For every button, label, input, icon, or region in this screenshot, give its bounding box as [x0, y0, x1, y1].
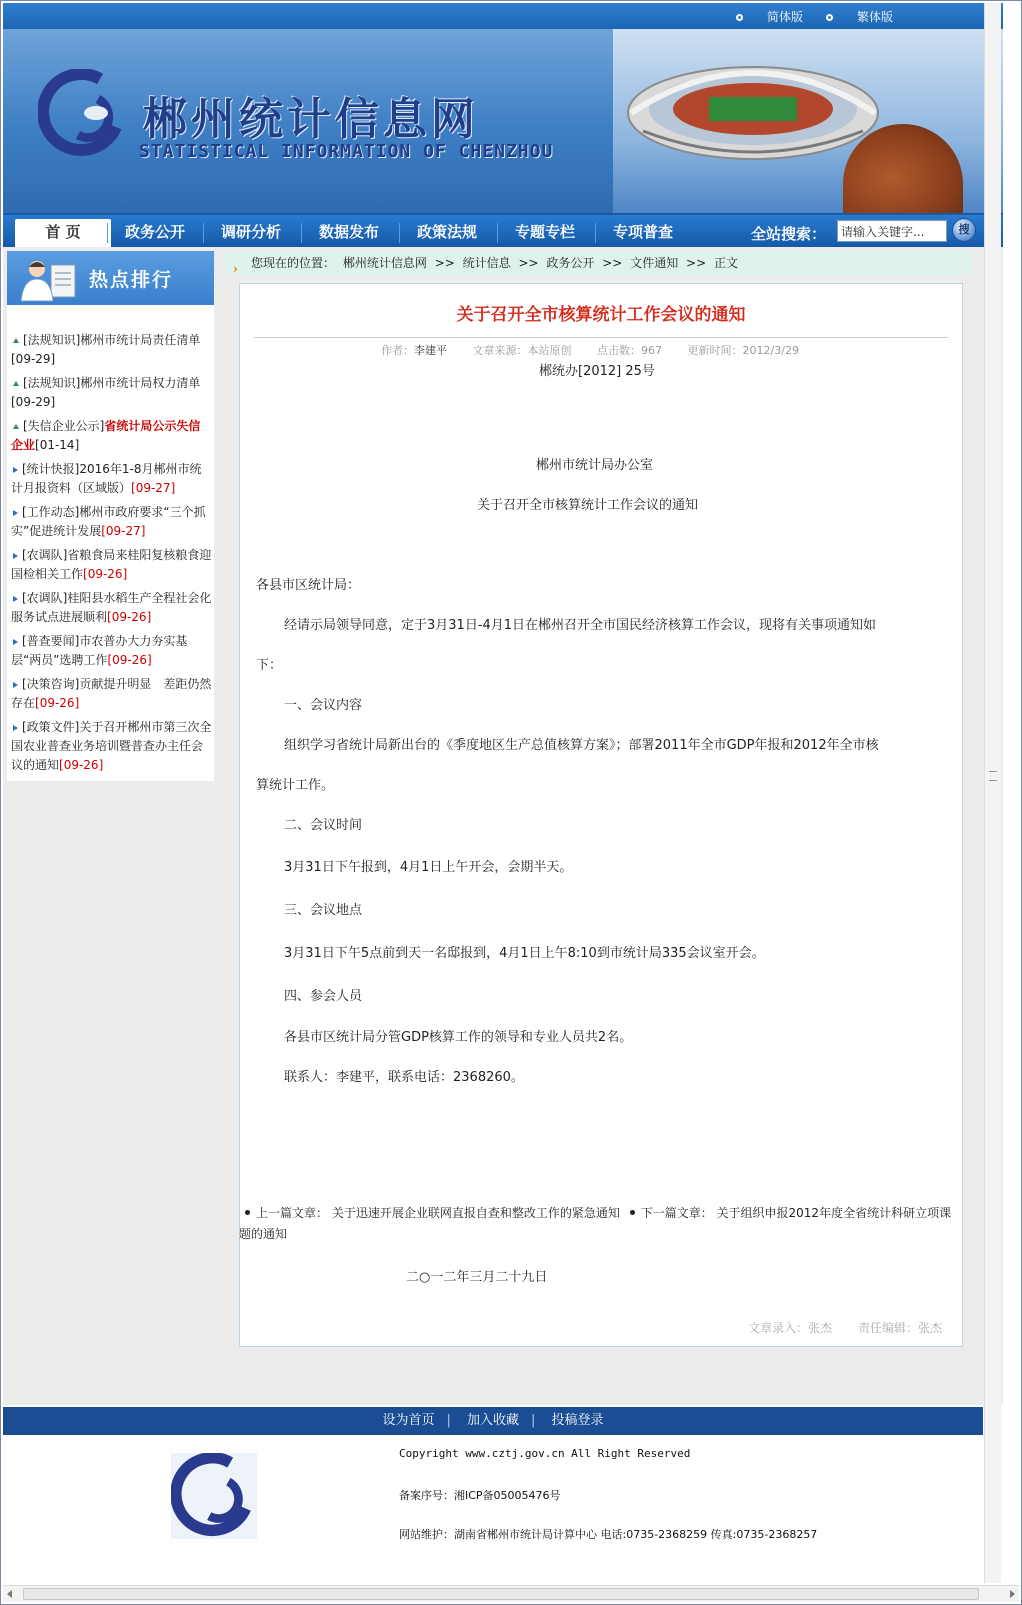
article	[239, 283, 963, 1347]
paragraph: 3月31日下午5点前到天一名邸报到，4月1日上午8:10到市统计局335会议室开会。	[284, 946, 765, 961]
breadcrumb-link[interactable]: 政务公开	[546, 256, 595, 270]
arrow-right-icon	[13, 725, 18, 731]
clicks-value: 967	[641, 344, 663, 357]
breadcrumb-current: 正文	[713, 256, 738, 270]
nav-item-policy[interactable]: 政策法规	[416, 223, 477, 241]
hot-item[interactable]	[9, 675, 212, 713]
footer	[3, 1435, 983, 1583]
section-heading: 三、会议地点	[284, 903, 363, 918]
nav-item-gov-affairs[interactable]: 政务公开	[124, 223, 185, 241]
user-avatar-icon	[17, 255, 79, 303]
arrow-right-icon	[13, 682, 18, 688]
search-button[interactable]: 搜	[952, 218, 976, 242]
next-label: 下一篇文章：	[640, 1206, 713, 1220]
hot-item-date: [09-26]	[83, 567, 128, 581]
article-meta	[254, 337, 948, 358]
prev-next-nav	[239, 1203, 963, 1245]
issuer: 郴州市统计局办公室	[536, 458, 654, 473]
hot-item-date: [09-26]	[35, 696, 80, 710]
hot-ranking-header	[7, 251, 214, 305]
section-heading: 二、会议时间	[284, 818, 363, 833]
traditional-link[interactable]	[826, 8, 893, 25]
main-area	[3, 247, 1003, 1405]
hot-item[interactable]	[9, 331, 212, 369]
arrow-up-icon	[13, 338, 19, 343]
nav-item-research[interactable]: 调研分析	[220, 223, 281, 241]
nav-item-data[interactable]: 数据发布	[318, 223, 379, 241]
paragraph: 组织学习省统计局新出台的《季度地区生产总值核算方案》；部署2011年全市GDP年报和2012年全市核	[284, 738, 879, 753]
nav-item-home[interactable]: 首 页	[15, 219, 111, 249]
paragraph: 各县市区统计局分管GDP核算工作的领导和专业人员共2名。	[284, 1030, 633, 1045]
paragraph: 经请示局领导同意，定于3月31日-4月1日在郴州召开全市国民经济核算工作会议，现将有关事项通知如	[284, 618, 877, 633]
hot-item-title[interactable]: [统计快报]2016年1-8月郴州市统计月报资料（区域版）	[11, 462, 202, 495]
section-heading: 四、参会人员	[284, 989, 363, 1004]
updated-value: 2012/3/29	[742, 344, 799, 357]
hot-item[interactable]	[9, 589, 212, 627]
content-area	[225, 251, 973, 1347]
hot-item-title[interactable]: [农调队]桂阳县水稻生产全程社会化服务试点进展顺利	[11, 591, 212, 624]
simplified-label[interactable]: 简体版	[767, 10, 804, 24]
entry-by: 文章录入：张杰	[748, 1321, 833, 1335]
search-input[interactable]	[837, 220, 947, 242]
nav-item-census[interactable]: 专项普查	[612, 223, 673, 241]
breadcrumb-sep: >>	[686, 256, 707, 270]
footer-logo-icon	[171, 1453, 257, 1539]
footer-divider: |	[446, 1413, 451, 1428]
site-title: 郴州统计信息网	[143, 94, 479, 145]
hot-item-date: [09-27]	[131, 481, 176, 495]
source-label: 文章来源：	[472, 344, 528, 357]
page	[3, 3, 1003, 1583]
maintainer-info: 网站维护：湖南省郴州市统计局计算中心 电话:0735-2368259 传真:0735-2368257	[399, 1528, 818, 1541]
hot-item[interactable]	[9, 632, 212, 670]
main-nav	[3, 213, 1003, 247]
bullet-icon	[736, 14, 743, 21]
breadcrumb-sep: >>	[602, 256, 623, 270]
paragraph: 下：	[256, 658, 283, 673]
bullet-icon	[826, 14, 833, 21]
source-value: 本站原创	[527, 344, 572, 357]
breadcrumb-link[interactable]: 郴州统计信息网	[342, 256, 427, 270]
chevron-right-icon: ›	[233, 262, 238, 276]
footer-divider: |	[531, 1413, 536, 1428]
hot-item-date: [09-29]	[11, 395, 56, 409]
copyright: Copyright www.cztj.gov.cn All Right Reserved	[399, 1447, 691, 1460]
hot-ranking-title: 热点排行	[89, 269, 174, 291]
editor-by: 责任编辑：张杰	[857, 1321, 942, 1335]
paragraph: 算统计工作。	[256, 778, 335, 793]
issue-date: 二○一二年三月二十九日	[406, 1270, 548, 1285]
arrow-right-icon	[13, 467, 18, 473]
stadium-image	[623, 43, 883, 163]
hot-list	[7, 305, 214, 775]
add-favorite-link[interactable]: 加入收藏	[466, 1413, 519, 1428]
arrow-right-icon	[13, 639, 18, 645]
hot-item-date: [01-14]	[35, 438, 80, 452]
hot-item[interactable]	[9, 460, 212, 498]
hot-item-title[interactable]: [法规知识]郴州市统计局责任清单	[23, 333, 201, 347]
notice-subtitle: 关于召开全市核算统计工作会议的通知	[477, 498, 699, 513]
hot-item-date: [09-29]	[11, 352, 56, 366]
set-homepage-link[interactable]: 设为首页	[382, 1413, 435, 1428]
breadcrumb-sep: >>	[434, 256, 455, 270]
addressee: 各县市区统计局：	[256, 578, 361, 593]
updated-label: 更新时间：	[687, 344, 743, 357]
horizontal-scrollbar[interactable]	[3, 1585, 1019, 1602]
traditional-label[interactable]: 繁体版	[857, 10, 894, 24]
hot-item[interactable]	[9, 546, 212, 584]
arrow-up-icon	[13, 381, 19, 386]
top-bar	[3, 3, 1003, 29]
simplified-link[interactable]	[736, 8, 803, 25]
arrow-up-icon	[13, 424, 19, 429]
hot-item[interactable]	[9, 718, 212, 775]
hot-item[interactable]	[9, 503, 212, 541]
contact: 联系人：李建平，联系电话：2368260。	[284, 1070, 524, 1085]
author-value: 李建平	[414, 344, 448, 357]
bullet-icon	[245, 1210, 250, 1215]
article-foot-meta	[726, 1319, 942, 1336]
prev-article-link[interactable]: 关于迅速开展企业联网直报自查和整改工作的紧急通知	[331, 1206, 620, 1220]
hot-ranking-panel	[7, 251, 214, 781]
hot-item-date: [09-26]	[107, 653, 152, 667]
icp-number: 备案序号：湘ICP备05005476号	[399, 1489, 561, 1502]
scroll-thumb[interactable]	[23, 1588, 979, 1600]
hot-item-date: [09-26]	[59, 758, 104, 772]
next-article-link[interactable]: 关于组织申报2012年度全省统计科研立项课题的通知	[239, 1206, 952, 1241]
article-title: 关于召开全市核算统计工作会议的通知	[456, 305, 746, 325]
paragraph: 3月31日下午报到，4月1日上午开会，会期半天。	[284, 860, 573, 875]
section-heading: 一、会议内容	[284, 698, 363, 713]
breadcrumb-prefix: 您现在的位置：	[251, 256, 336, 270]
arrow-right-icon	[13, 596, 18, 602]
footer-nav	[3, 1407, 983, 1435]
site-logo-icon	[38, 69, 128, 159]
hot-item-title[interactable]: [决策咨询]贡献提升明显 差距仍然存在	[11, 677, 212, 710]
breadcrumb	[225, 251, 973, 275]
hot-item-title[interactable]: [普查要闻]市农普办大力夯实基层“两员”选聘工作	[11, 634, 188, 667]
scroll-right-icon[interactable]	[1010, 1590, 1015, 1598]
search-label: 全站搜索：	[751, 225, 827, 243]
hot-item[interactable]	[9, 374, 212, 412]
hot-item-title[interactable]: [政策文件]关于召开郴州市第三次全国农业普查业务培训暨普查办主任会议的通知	[11, 720, 212, 772]
clicks-label: 点击数：	[597, 344, 642, 357]
hot-item-highlight[interactable]: 省统计局公示失信企业	[11, 419, 201, 452]
hot-item-title[interactable]: [农调队]省粮食局来桂阳复核粮食迎国检相关工作	[11, 548, 212, 581]
site-subtitle: STATISTICAL INFORMATION OF CHENZHOU	[139, 141, 554, 162]
hot-item-date: [09-26]	[107, 610, 152, 624]
breadcrumb-link[interactable]: 统计信息	[462, 256, 511, 270]
submit-login-link[interactable]: 投稿登录	[551, 1413, 604, 1428]
hot-item-title[interactable]: [失信企业公示]	[23, 419, 105, 433]
scroll-grip-icon	[989, 771, 997, 781]
hot-item-date: [09-27]	[101, 524, 146, 538]
breadcrumb-link[interactable]: 文件通知	[630, 256, 679, 270]
arrow-right-icon	[13, 510, 18, 516]
author-label: 作者：	[381, 344, 415, 357]
prev-label: 上一篇文章：	[256, 1206, 329, 1220]
vertical-scrollbar[interactable]	[984, 3, 1001, 1583]
arrow-right-icon	[13, 553, 18, 559]
hot-item-title[interactable]: [法规知识]郴州市统计局权力清单	[23, 376, 201, 390]
header-banner	[3, 29, 1003, 213]
nav-item-topics[interactable]: 专题专栏	[514, 223, 575, 241]
breadcrumb-sep: >>	[518, 256, 539, 270]
scroll-left-icon[interactable]	[7, 1590, 12, 1598]
bullet-icon	[630, 1210, 635, 1215]
hot-item[interactable]	[9, 417, 212, 455]
hot-item-title[interactable]: [工作动态]郴州市政府要求“三个抓实”促进统计发展	[11, 505, 206, 538]
doc-number: 郴统办[2012] 25号	[539, 364, 655, 379]
